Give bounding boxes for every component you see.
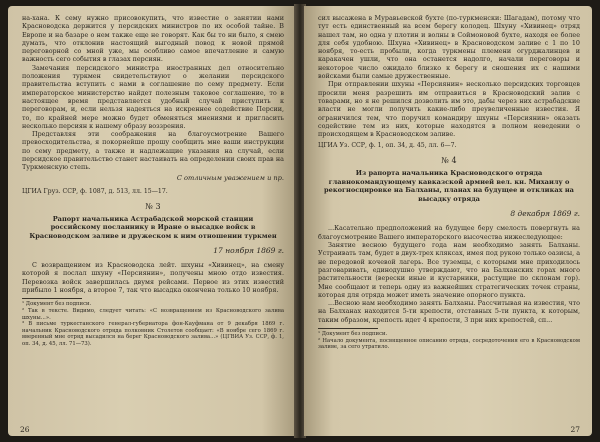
left-paragraph-3: Представляя эти соображения на благоусмотрение Вашего превосходительства, я покорнейше прошу сообщить мне ваши инструкции по сему предмету, а также и надлежащие указания на случай, если персидское правительство станет настаивать на определении своих прав на Туркменскую степь. <box>22 130 284 172</box>
right-source-ref: ЦГИА Уз. ССР, ф. 1, оп. 34, д. 45, лл. 6—7. <box>318 142 457 150</box>
right-page <box>304 6 592 436</box>
left-source-ref: ЦГИА Груз. ССР, ф. 1087, д. 513, лл. 15—17. <box>22 187 168 195</box>
left-paragraph-1: на-хана. К сему нужно присовокупить, что известие о занятии нами Красноводска держится у персидских министров по их особой тайне. В Европе и на базаре о нем также еще не говорят. Как бы то ни было, я смею думать, что отклонив настоящий выгодный повод к новой прямой переговорной со мной уже, мы особливо самое впечатление и самую важность сего события в глазах персиян. <box>22 14 284 64</box>
footnote-divider <box>22 298 82 299</box>
doc-number-3: № 3 <box>145 201 161 211</box>
left-signature: С отличным уважением и пр. <box>176 173 284 182</box>
right-paragraph-2: При отправлении шхуны «Персиянин» несколько персидских торговцев просили меня разрешить им отправиться в Красноводский залив с товарами, но я не решился дозволить им это, дабы через них астрабадские власти не могли получить какие-либо преувеличенные известия. Я ограничился тем, что поручил командиру шхуны «Персиянин» оказать содействие тем из них, которые находятся в полном неведении о происходящем в Красноводском заливе. <box>318 80 580 139</box>
right-footnote-2: ² Начало документа, посвященное описанию отряда, сосредоточения его в Красноводском заливе, за сего утратило. <box>318 337 580 351</box>
doc-text-4-1: ...Касательно предположений на будущее беру смелость повергнуть на благоусмотрение Вашего императорского высочества нижеследующее: <box>318 224 580 241</box>
left-footnote-1: ¹ Документ без подписи. <box>22 301 92 308</box>
left-page <box>8 6 296 436</box>
doc-date-4: 8 декабря 1869 г. <box>510 209 580 219</box>
doc-number-4: № 4 <box>441 156 457 166</box>
left-footnote-3: ³ В письме туркестанского генерал-губернатора фон-Кауфмана от 9 декабря 1869 г. начальник Красноводского отряда полковник Столетов сообщает: «В ноябре сего 1869 г. вверенный мне отряд высадился на берег Красноводского залива...» (ЦГВИА Уз. ССР, ф. 1, оп. 34, д. 45, лл. 71—73). <box>22 321 284 347</box>
left-footnote-2: ² Так в тексте. Видимо, следует читать: «С возвращением из Красноводского залива шхуны...». <box>22 307 284 321</box>
page-number-right: 27 <box>570 425 580 434</box>
doc-text-3: С возвращением из Красноводска лейт. шхуны «Хивинец», на смену которой я послал шхуну «Персиянин», получены мною отдо известия. Перевозка войск завершилась двумя рейсами. Первое из этих известий прибыло 1 ноября, а второе 7, так что высадка окончена только 10 ноября. <box>22 261 284 295</box>
doc-text-4-3: ...Весною нам необходимо занять Балханы. Рассчитывая на известия, что на Балханах находится 5-ти крепости, отставных 5-ти пункта, к которым, таким образом, крепость идет 4 крепости, 3 при них крепостей, сп... <box>318 299 580 324</box>
footnote-divider <box>318 328 378 329</box>
doc-title-4: Из рапорта начальника Красноводского отряда главнокомандующему кавказской армией вел. кн. Михаилу о рекогносцировке на Балханы, планах на будущее и откликах на высадку отряда <box>324 169 574 203</box>
right-footnote-1: ¹ Документ без подписи. <box>318 331 388 338</box>
doc-text-4-2: Занятие весною будущего года нам необходимо занять Балханы. Устраивать там, будет в двух-трех кляксах, имея под рукою только оазисы, а не передовой кочевой лагерь. Все туземцы, с которыми мне приходилось разговаривать, единодушно утверждают, что на Балханских горах много растительности (верески иные и кустарники, растущие по склонам гор). Мне сообщают и теперь одну из важнейших стратегических точек страны, которая для отряда может иметь значение опорного пункта. <box>318 241 580 299</box>
doc-date-3: 17 ноября 1869 г. <box>213 246 284 256</box>
left-paragraph-2: Замечания персидского министра иностранных дел относительно положения туркмен свидетельствуют о желании персидского правительства вступить с нами в соглашение по сему предмету. Если императорское министерство найдет полезным таковое соглашение, то в настоящее время представляется удобный случай приступить к переговорам, и, если нельзя надеяться на искреннее содействие Персии, то, по крайней мере можно будет обменяться мнениями и пригласить несколько персиян к нашему образу воззрения. <box>22 63 284 130</box>
right-paragraph-1: сил высажена в Муравьевской бухте (по-туркменски: Шагадам), потому что тут есть единственный на всем берегу колодец. Шхуну «Хивинец» отряд нашел там, но одна у плотин и волны в Соймоновой бухте, находя ее более для себя удобною. Шхуна «Хивинец» в Красноводском заливе с 1 по 10 ноября, то-есть пробыли, когда туркмены племени огурджалинцев и каракачен ушли, что она останется надолго, начали переговоры и некоторое число ожидало близко к берегу и сношения их с нашими войсками были самые дружественные. <box>318 14 580 81</box>
page-number-left: 26 <box>20 425 30 434</box>
doc-title-3: Рапорт начальника Астрабадской морской станции российскому посланнику в Иране о высадке войск в Красноводском заливе и дружеском к ним отношении туркмен <box>29 214 277 240</box>
